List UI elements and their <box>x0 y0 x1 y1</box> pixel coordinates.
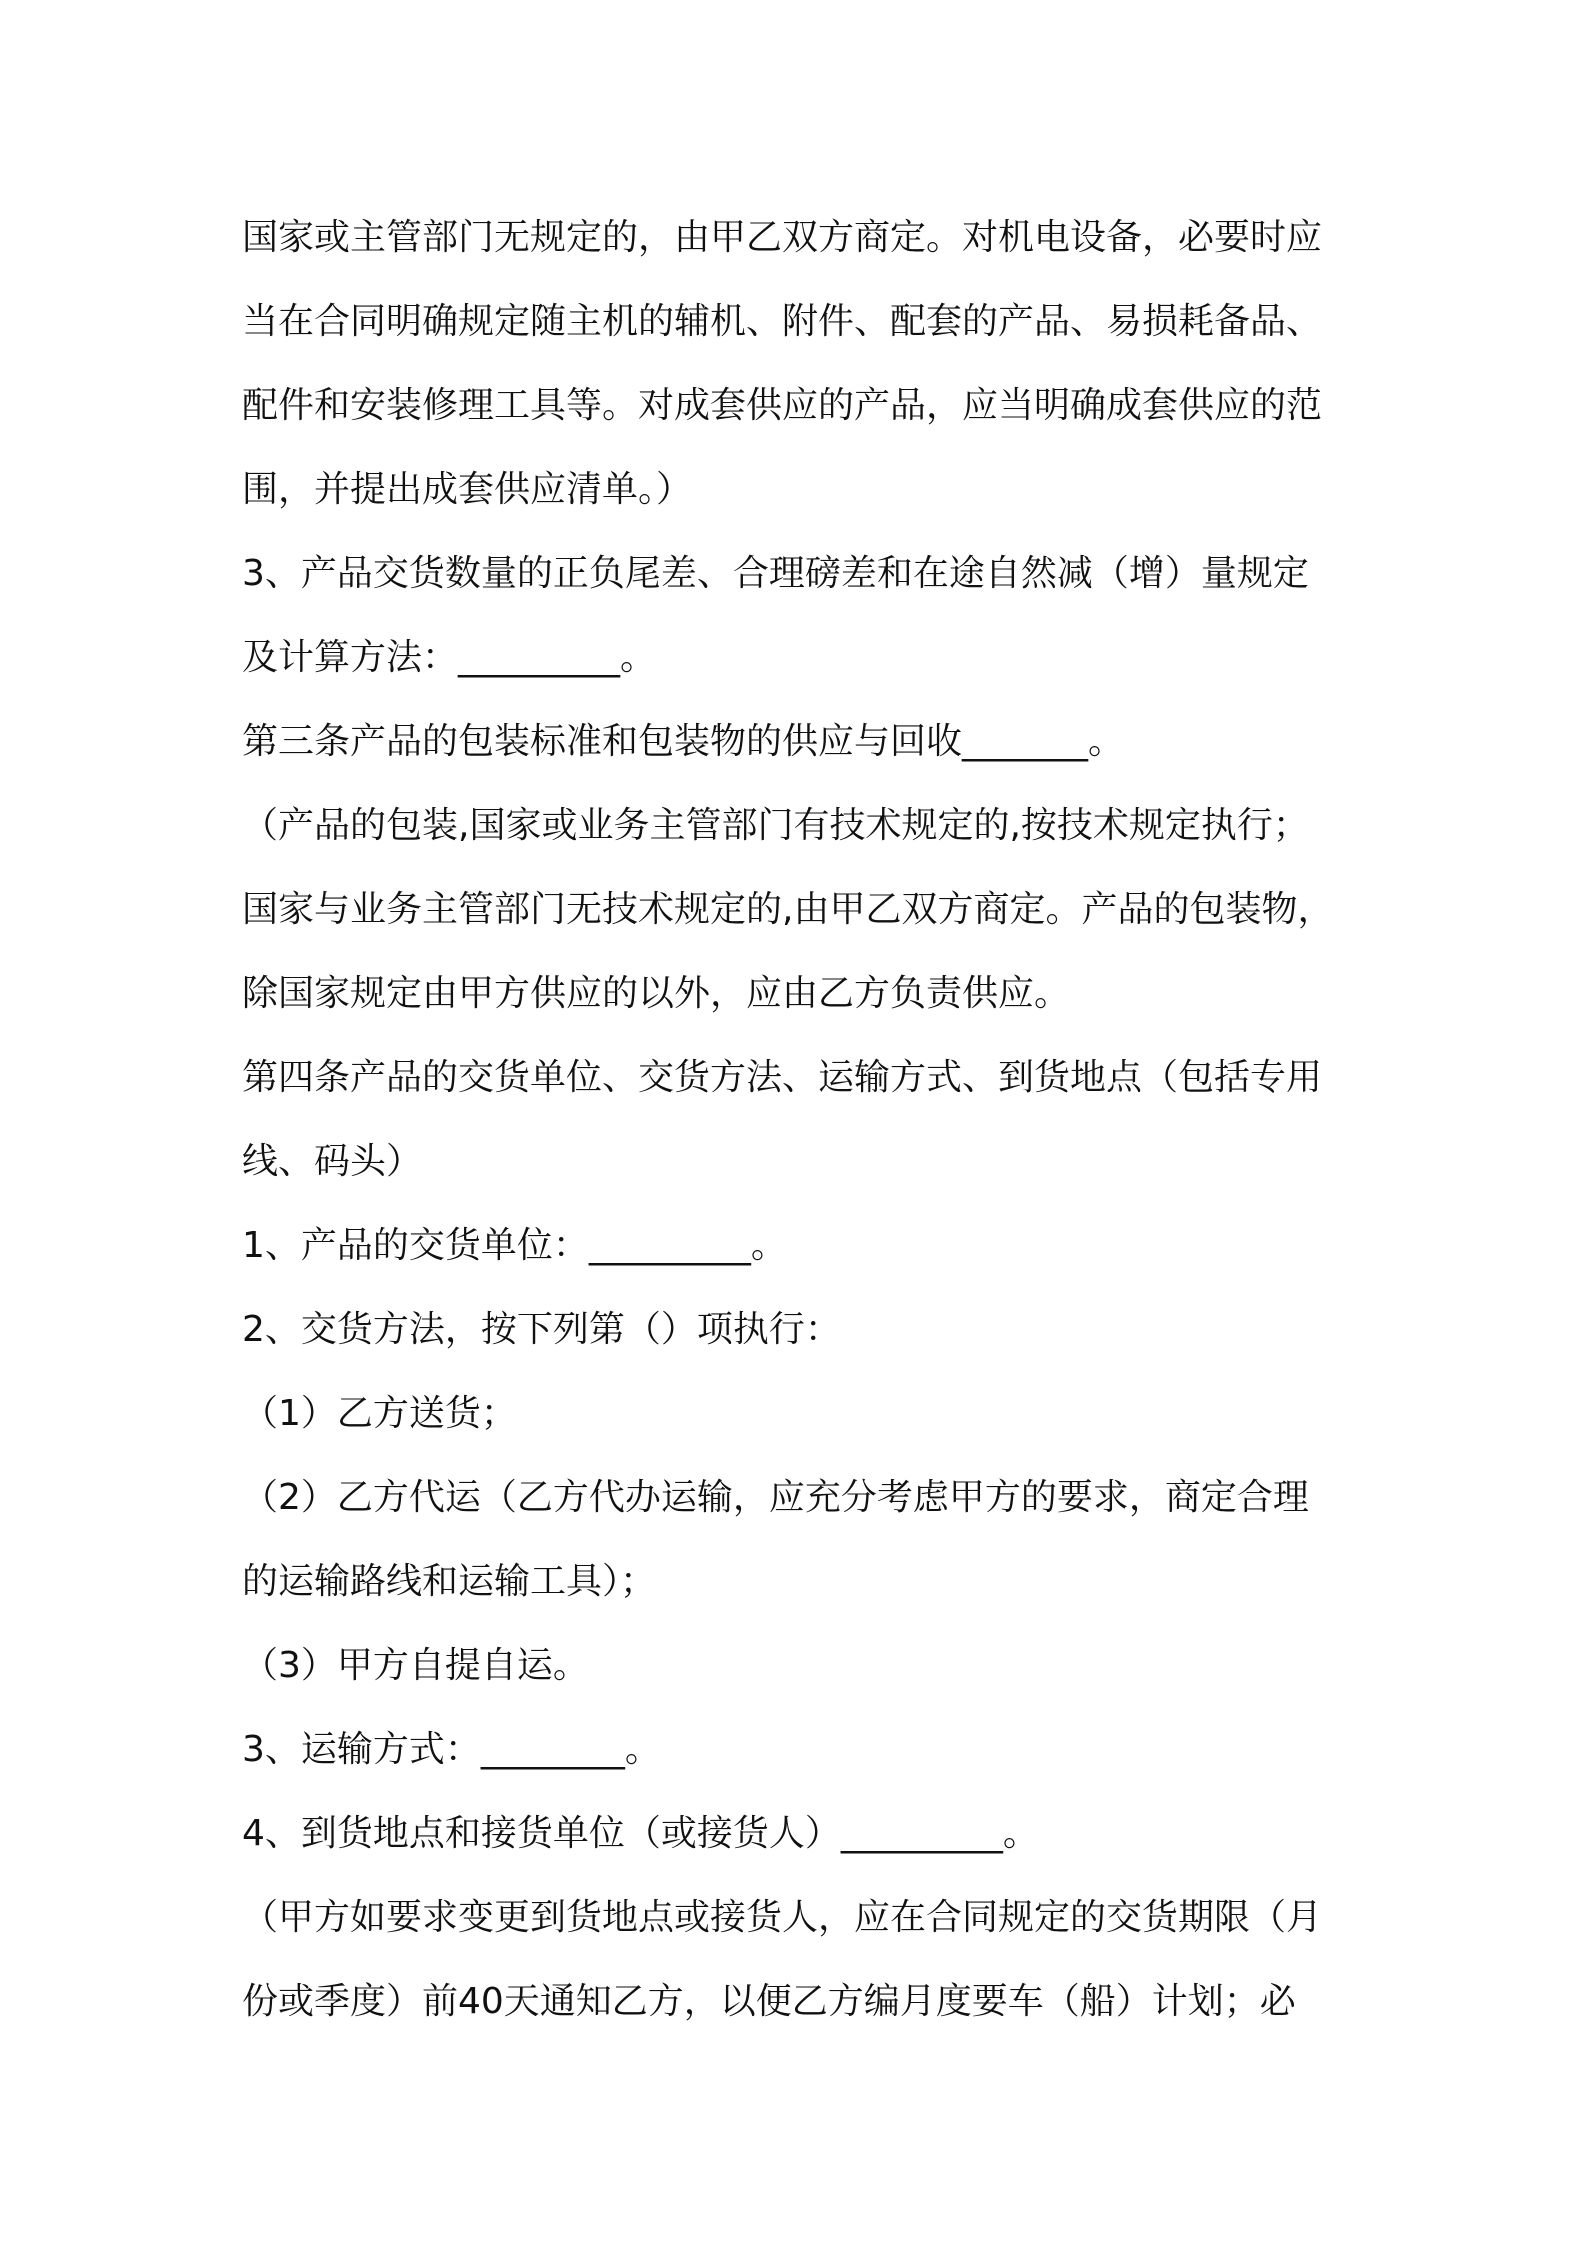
text-line: 第四条产品的交货单位、交货方法、运输方式、到货地点（包括专用 <box>242 1057 1323 1098</box>
text-line: （2）乙方代运（乙方代办运输，应充分考虑甲方的要求，商定合理 <box>242 1477 1309 1518</box>
text-line: 配件和安装修理工具等。对成套供应的产品，应当明确成套供应的范 <box>242 385 1323 426</box>
text-line: 份或季度）前40天通知乙方，以便乙方编月度要车（船）计划；必 <box>242 1981 1296 2022</box>
text-line: 围，并提出成套供应清单。） <box>242 469 693 510</box>
text-line: （1）乙方送货； <box>242 1393 517 1434</box>
text-line: 除国家规定由甲方供应的以外，应由乙方负责供应。 <box>242 973 1071 1014</box>
text-line: 第三条产品的包装标准和包装物的供应与回收_______。 <box>242 721 1125 762</box>
text-line: 的运输路线和运输工具）； <box>242 1561 657 1602</box>
text-line: （甲方如要求变更到货地点或接货人，应在合同规定的交货期限（月 <box>242 1897 1323 1938</box>
text-line: 及计算方法：_________。 <box>242 637 657 678</box>
text-line: 1、产品的交货单位：_________。 <box>242 1225 787 1266</box>
text-line: 3、运输方式：________。 <box>242 1729 661 1770</box>
text-line: 4、到货地点和接货单位（或接货人）_________。 <box>242 1813 1039 1854</box>
text-line: 2、交货方法，按下列第（）项执行： <box>242 1309 841 1350</box>
text-line: （产品的包装,国家或业务主管部门有技术规定的,按技术规定执行； <box>242 805 1309 846</box>
text-line: 线、码头） <box>242 1141 423 1182</box>
text-line: 当在合同明确规定随主机的辅机、附件、配套的产品、易损耗备品、 <box>242 301 1323 342</box>
text-line: （3）甲方自提自运。 <box>242 1645 589 1686</box>
text-line: 国家或主管部门无规定的，由甲乙双方商定。对机电设备，必要时应 <box>242 217 1323 258</box>
document-body <box>242 196 1362 2044</box>
text-line: 国家与业务主管部门无技术规定的,由甲乙双方商定。产品的包装物， <box>242 889 1334 930</box>
text-line: 3、产品交货数量的正负尾差、合理磅差和在途自然减（增）量规定 <box>242 553 1309 594</box>
